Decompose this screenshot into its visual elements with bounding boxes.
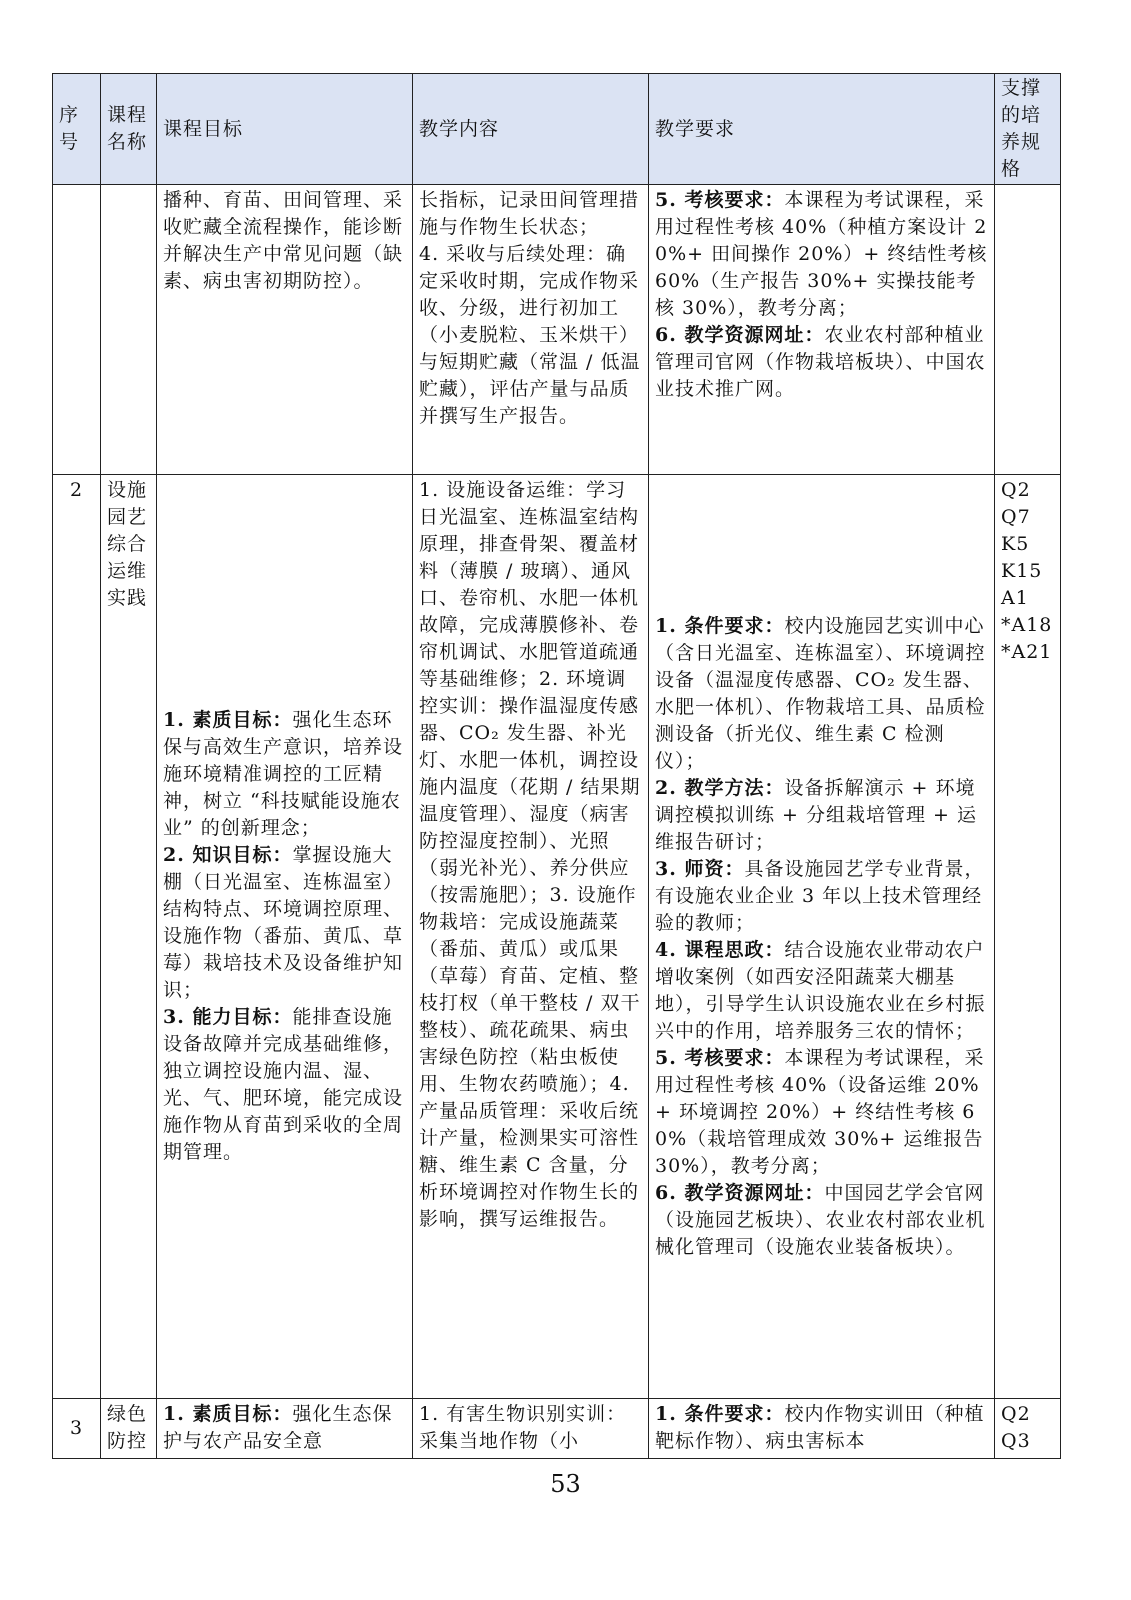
requirement-text: 具备设施园艺学专业背景，有设施农业企业 3 年以上技术管理经验的教师； [655,857,985,934]
cell-seq: 2 [53,475,101,1399]
requirement-text: 中国园艺学会官网（设施园艺板块）、农业农村部农业机械化管理司（设施农业装备板块）。 [655,1181,986,1258]
requirement-label: 6. 教学资源网址： [655,324,825,346]
cell-teaching-requirement [649,1399,995,1459]
requirement-label: 2. 教学方法： [655,776,785,799]
support-code: A1 [1001,587,1029,609]
support-code: *A18 [1001,614,1053,636]
cell-teaching-requirement [649,185,995,475]
requirement-label: 1. 条件要求： [655,1403,785,1425]
requirement-text: 本课程为考试课程，采用过程性考核 40%（种植方案设计 20%+ 田间操作 20%）+ 终结性考核 60%（生产报告 30%+ 实操技能考核 30%），教考分离； [655,189,988,319]
requirement-label: 5. 考核要求： [655,189,785,211]
goal-text: 能排查设施设备故障并完成基础维修，独立调控设施内温、湿、光、气、肥环境，能完成设施作物从育苗到采收的全周期管理。 [163,1006,404,1163]
requirement-item [655,1401,988,1455]
cell-course-goal [157,1399,413,1459]
goal-label: 1. 素质目标： [163,1403,293,1425]
requirement-item [655,1045,988,1180]
requirement-text: 校内作物实训田（种植靶标作物）、病虫害标本 [655,1403,985,1452]
support-code: Q2 [1001,479,1031,501]
goal-item [163,707,406,842]
requirement-item [655,937,988,1045]
table-row [53,1399,1061,1459]
cell-course-name [101,185,157,475]
goal-label: 3. 能力目标： [163,1006,293,1028]
header-seq: 序号 [53,74,101,185]
requirement-item [655,856,988,937]
requirement-text: 本课程为考试课程，采用过程性考核 40%（设备运维 20%+ 环境调控 20%）+ 终结性考核 60%（栽培管理成效 30%+ 运维报告 30%），教考分离； [655,1046,985,1177]
support-code: K15 [1001,560,1043,582]
requirement-label: 3. 师资： [655,857,745,880]
support-code: Q7 [1001,506,1031,528]
cell-course-name: 绿色防控 [101,1399,157,1459]
requirement-text: 结合设施农业带动农户增收案例（如西安泾阳蔬菜大棚基地），引导学生认识设施农业在乡村振兴中的作用，培养服务三农的情怀； [655,938,986,1042]
header-support-spec: 支撑的培养规格 [995,74,1061,185]
support-code: *A21 [1001,641,1053,663]
cell-support-spec [995,1399,1061,1459]
requirement-item [655,613,988,775]
requirement-item [655,322,988,403]
cell-teaching-requirement [649,475,995,1399]
goal-item [163,1401,406,1455]
course-table [52,73,1061,1459]
requirement-text: 设备拆解演示 + 环境调控模拟训练 + 分组栽培管理 + 运维报告研讨； [655,776,977,853]
cell-support-spec [995,185,1061,475]
requirement-text: 校内设施园艺实训中心（含日光温室、连栋温室）、环境调控设备（温湿度传感器、CO₂ 发生器、水肥一体机）、作物栽培工具、品质检测设备（折光仪、维生素 C 检测仪）； [655,614,986,772]
requirement-text: 农业农村部种植业管理司官网（作物栽培板块）、中国农业技术推广网。 [655,324,986,400]
content-text: 4. 采收与后续处理：确定采收时期，完成作物采收、分级，进行初加工（小麦脱粒、玉米烘干）与短期贮藏（常温 / 低温贮藏），评估产量与品质并撰写生产报告。 [419,243,641,427]
requirement-label: 6. 教学资源网址： [655,1181,825,1204]
support-code: Q3 [1001,1430,1031,1452]
support-code: K5 [1001,533,1030,555]
goal-text: 强化生态保护与农产品安全意 [163,1403,393,1452]
requirement-item [655,187,988,322]
requirement-label: 4. 课程思政： [655,938,785,961]
table-header-row [53,74,1061,185]
cell-course-goal [157,185,413,475]
table-row [53,185,1061,475]
cell-teaching-content [413,185,649,475]
goal-label: 2. 知识目标： [163,844,293,866]
page-number: 53 [550,1470,581,1498]
goal-text: 播种、育苗、田间管理、采收贮藏全流程操作，能诊断并解决生产中常见问题（缺素、病虫害初期防控）。 [163,189,404,292]
requirement-item [655,1180,988,1261]
header-teaching-content: 教学内容 [413,74,649,185]
requirement-item [655,775,988,856]
content-text: 1. 设施设备运维：学习日光温室、连栋温室结构原理，排查骨架、覆盖材料（薄膜 / 玻璃）、通风口、卷帘机、水肥一体机故障，完成薄膜修补、卷帘机调试、水肥管道疏通等基础维修；2. 环境调控实训：操作温湿度传感器、CO₂ 发生器、补光灯、水肥一体机，调控设施内温度（花期 / 结果期温度管理）、湿度（病害防控湿度控制）、光照（弱光补光）、养分供应（按需施肥）；3. 设施作物栽培：完成设施蔬菜（番茄、黄瓜）或瓜果（草莓）育苗、定植、整枝打杈（单干整枝 / 双干整枝）、疏花疏果、病虫害绿色防控（粘虫板使用、生物农药喷施）；4. 产量品质管理：采收后统计产量，检测果实可溶性糖、维生素 C 含量，分析环境调控对作物生长的影响，撰写运维报告。 [419,479,641,1230]
cell-teaching-content [413,1399,649,1459]
goal-label: 1. 素质目标： [163,709,293,731]
requirement-label: 5. 考核要求： [655,1046,785,1069]
goal-item [163,842,406,1004]
cell-course-goal [157,475,413,1399]
content-text: 1. 有害生物识别实训：采集当地作物（小 [419,1403,627,1452]
goal-item [163,1004,406,1166]
header-course-goal: 课程目标 [157,74,413,185]
cell-course-name: 设施园艺综合运维实践 [101,475,157,1399]
table-row [53,475,1061,1399]
content-text: 长指标，记录田间管理措施与作物生长状态； [419,189,640,238]
cell-seq: 3 [53,1399,101,1459]
support-code: Q2 [1001,1403,1031,1425]
goal-text: 强化生态环保与高效生产意识，培养设施环境精准调控的工匠精神，树立 “科技赋能设施农业” 的创新理念； [163,709,404,839]
goal-text: 掌握设施大棚（日光温室、连栋温室）结构特点、环境调控原理、设施作物（番茄、黄瓜、草莓）栽培技术及设备维护知识； [163,844,404,1001]
requirement-label: 1. 条件要求： [655,614,785,637]
header-teaching-requirement: 教学要求 [649,74,995,185]
cell-support-spec [995,475,1061,1399]
cell-seq [53,185,101,475]
header-course-name: 课程名称 [101,74,157,185]
cell-teaching-content [413,475,649,1399]
